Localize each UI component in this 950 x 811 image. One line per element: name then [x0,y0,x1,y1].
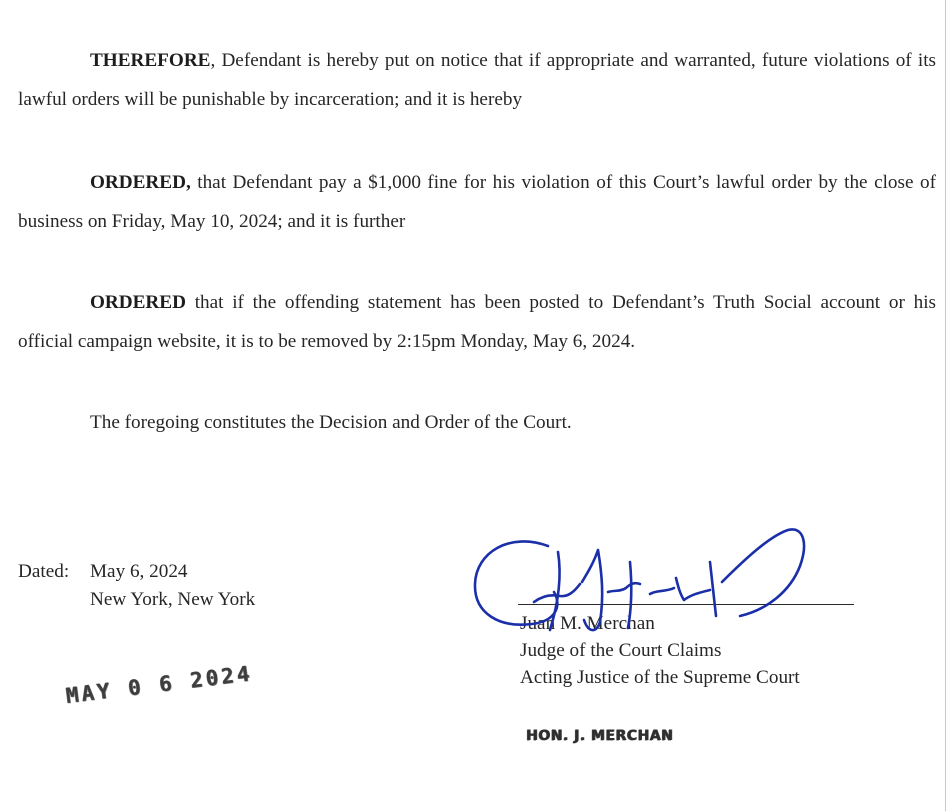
judge-title-1: Judge of the Court Claims [520,640,722,661]
ordered-removal-lead: ORDERED [90,292,186,313]
handwritten-signature [470,522,810,652]
page-edge-divider [945,0,946,811]
ordered-removal-text: that if the offending statement has been posted to Defendant’s Truth Social account or his official campaign website, it is to be removed by 2:15pm Monday, May 6, 2024. [18,292,936,352]
foregoing-paragraph [18,403,936,442]
judge-name: Juan M. Merchan [520,613,655,634]
dated-label: Dated: [18,561,70,582]
judge-name-stamp: HON. J. MERCHAN [526,728,674,744]
foregoing-text: The foregoing constitutes the Decision and Order of the Court. [90,412,572,433]
ordered-fine-paragraph [18,163,936,241]
judge-title-2: Acting Justice of the Supreme Court [520,667,800,688]
dated-block [18,558,255,614]
therefore-lead: THEREFORE [90,50,211,71]
received-date-stamp: MAY 0 6 2024 [64,661,254,708]
ordered-removal-paragraph [18,283,936,361]
dated-date: May 6, 2024 [90,561,188,582]
therefore-text: , Defendant is hereby put on notice that if appropriate and warranted, future violations of its lawful orders will be punishable by incarceration; and it is hereby [18,50,936,110]
ordered-fine-text: that Defendant pay a $1,000 fine for his violation of this Court’s lawful order by the close of business on Friday, May 10, 2024; and it is further [18,172,936,232]
dated-place: New York, New York [90,589,256,610]
ordered-fine-lead: ORDERED, [90,172,191,193]
therefore-paragraph [18,41,936,119]
